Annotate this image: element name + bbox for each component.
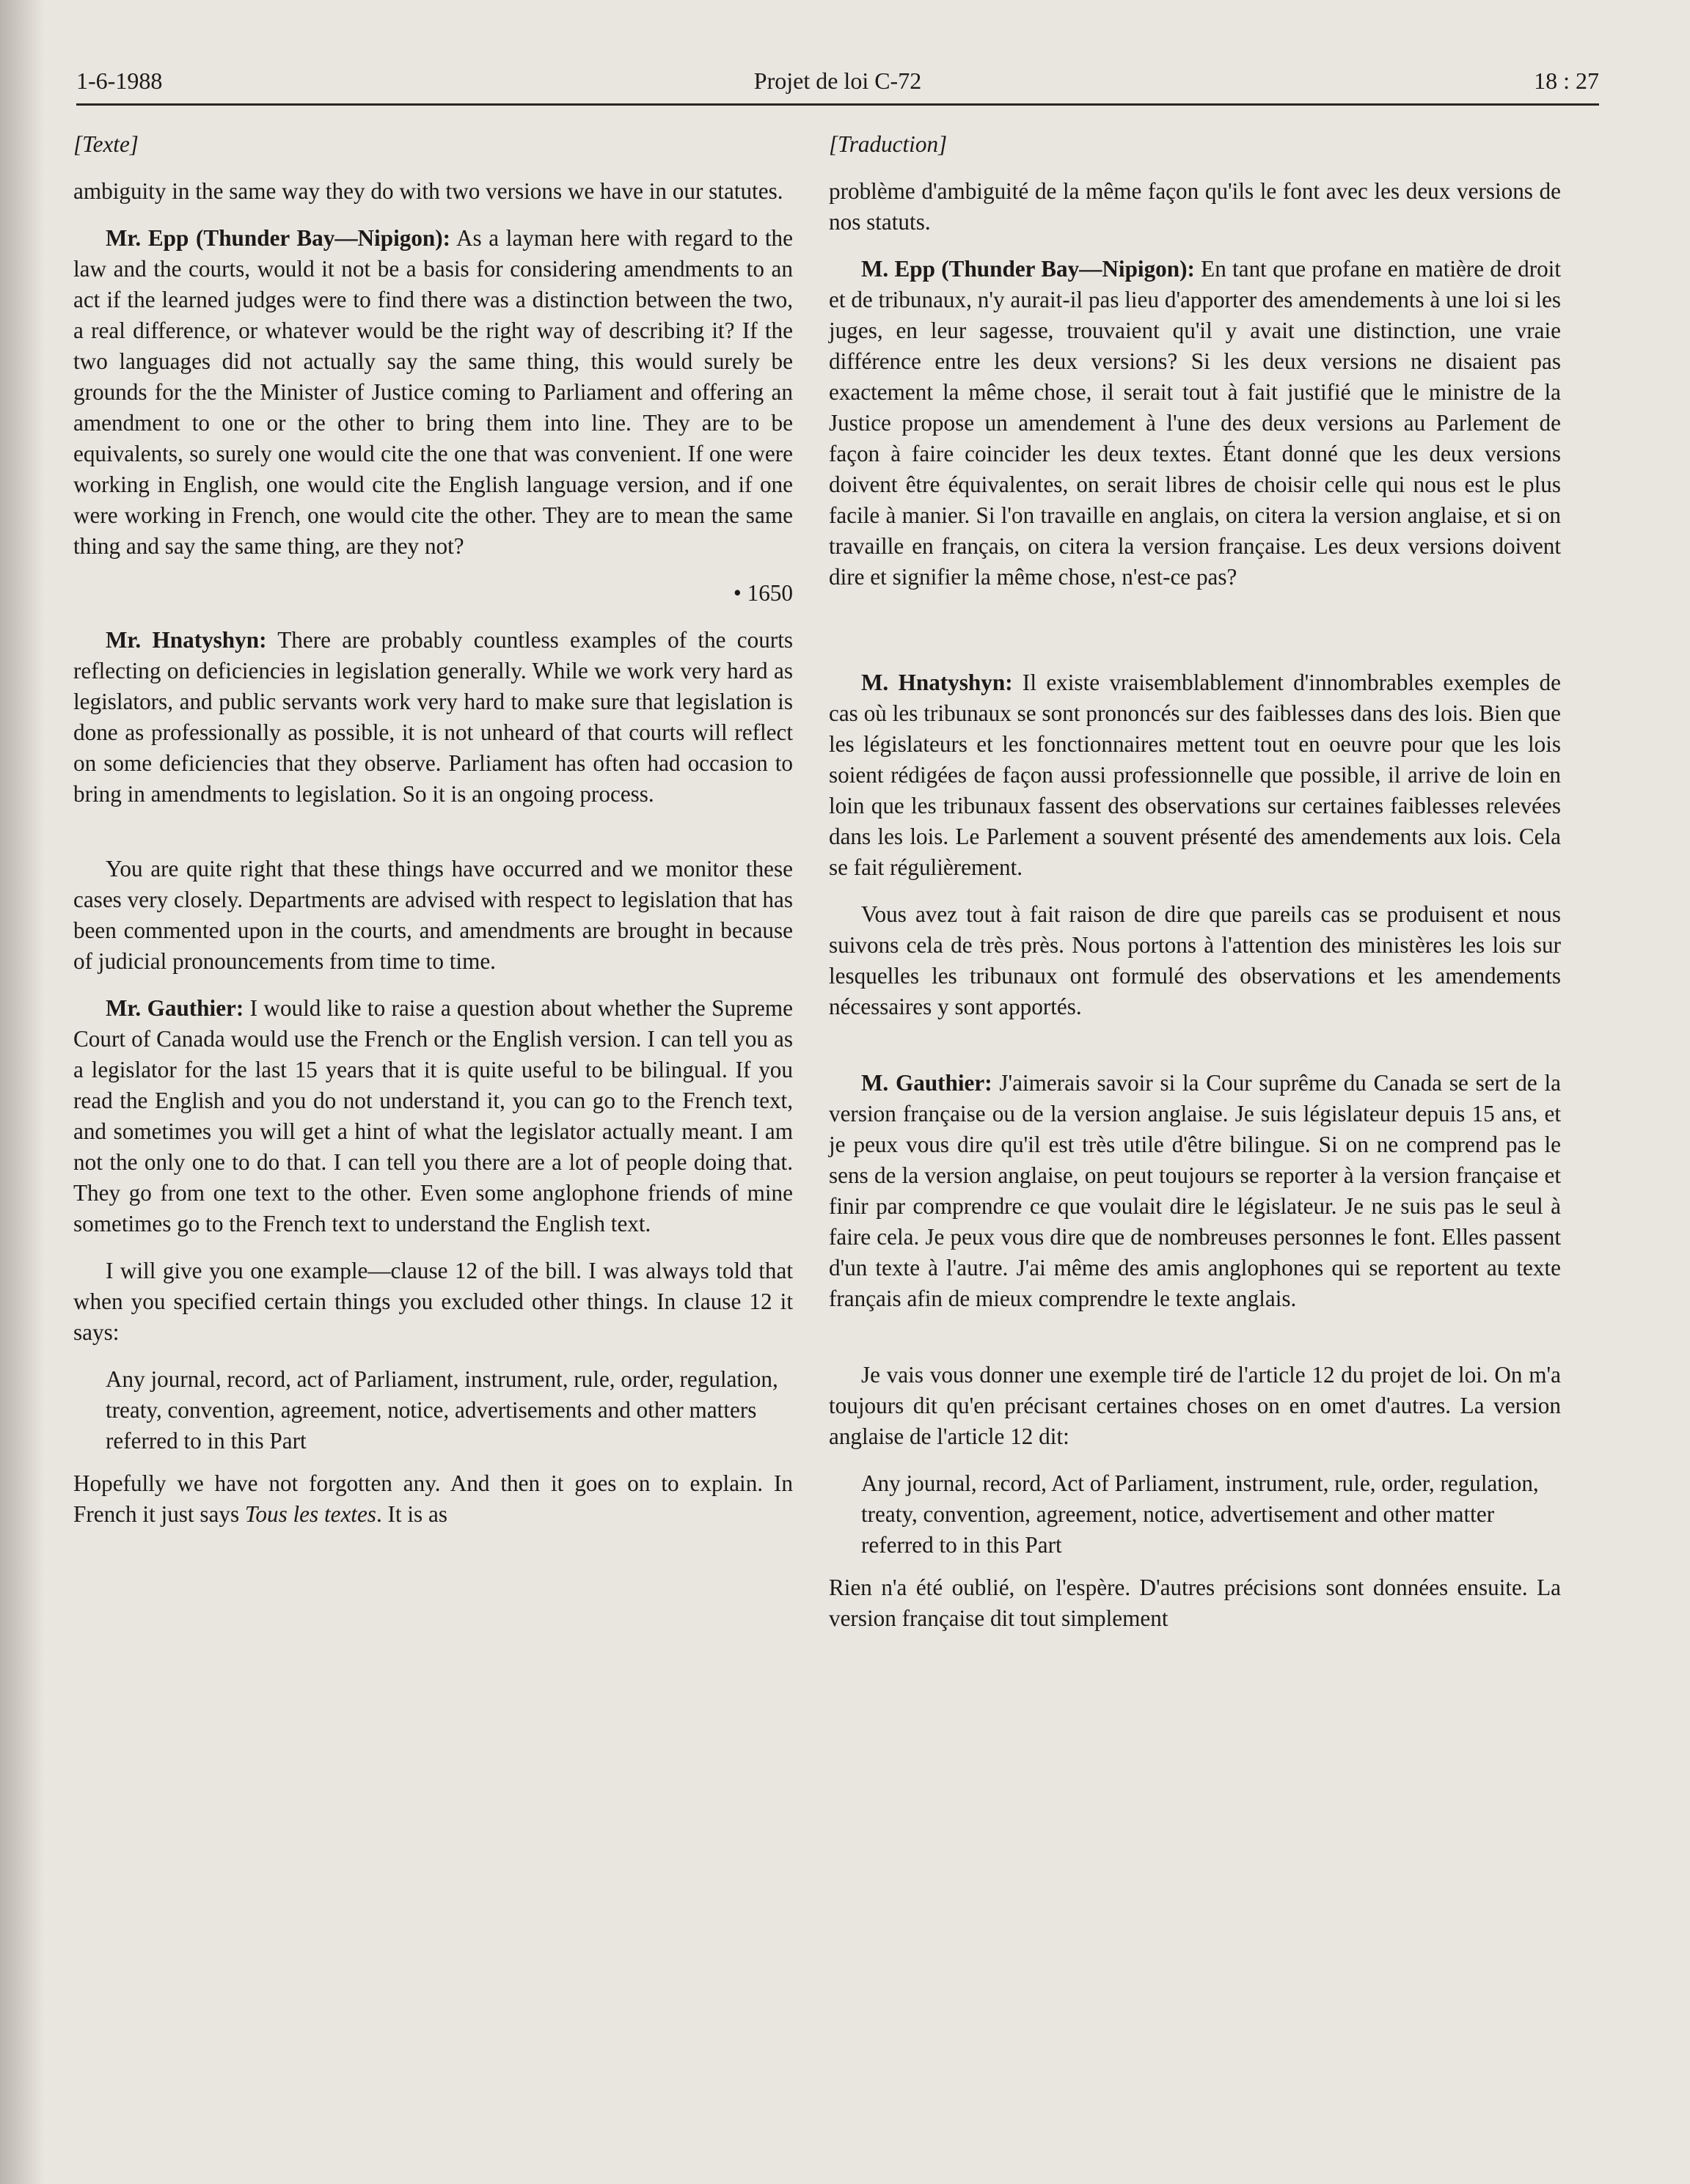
- italic-text: Tous les textes: [244, 1501, 376, 1527]
- paragraph-hnatyshyn: [73, 625, 793, 810]
- paragraph: Vous avez tout à fait raison de dire que pareils cas se produisent et nous suivons cela de très près. Nous portons à l'attention des ministères les lois sur lesquelles les tribunaux ont formulé des observations et les amendements nécessaires y sont apportés.: [829, 901, 1561, 1019]
- paragraph-text: En tant que profane en matière de droit et de tribunaux, n'y aurait-il pas lieu d'apporter des amendements à une loi si les juges, en leur sagesse, trouvaient qu'il y avait une distinction, une vraie différence entre les deux versions? Si les deux versions ne disaient pas exactement la même chose, il serait tout à fait justifié que le ministre de la Justice propose un amendement à l'une des deux versions au Parlement de façon à faire coincider les deux textes. Étant donné que les deux versions doivent être équivalentes, on serait libres de choisir celle qui nous est le plus facile à manier. Si l'on travaille en anglais, on citera la version anglaise, et si on travaille en français, on citera la version française. Les deux versions doivent dire et signifier la même chose, n'est-ce pas?: [829, 256, 1561, 590]
- paragraph-text: Hopefully we have not forgotten any. And then it goes on to explain. In French it just says: [73, 1470, 793, 1527]
- french-column: [829, 129, 1561, 1650]
- paragraph: ambiguity in the same way they do with two versions we have in our statutes.: [73, 178, 783, 204]
- paragraph-gauthier: [829, 1068, 1561, 1314]
- speaker-name: Mr. Epp (Thunder Bay—Nipigon):: [106, 225, 451, 251]
- paragraph: problème d'ambiguité de la même façon qu'ils le font avec les deux versions de nos statuts.: [829, 178, 1561, 235]
- speaker-name: M. Hnatyshyn:: [861, 670, 1013, 695]
- speaker-name: M. Gauthier:: [861, 1070, 992, 1096]
- paragraph: Je vais vous donner une exemple tiré de l'article 12 du projet de loi. On m'a toujours dit qu'en précisant certaines choses on en omet d'autres. La version anglaise de l'article 12 dit:: [829, 1362, 1561, 1449]
- page-binding-shadow: [0, 0, 44, 2184]
- paragraph-hnatyshyn: [829, 667, 1561, 883]
- paragraph-epp: [829, 254, 1561, 593]
- paragraph-text: . It is as: [376, 1501, 447, 1527]
- paragraph: I will give you one example—clause 12 of the bill. I was always told that when you specified certain things you excluded other things. In clause 12 it says:: [73, 1258, 793, 1345]
- paragraph-text: J'aimerais savoir si la Cour suprême du Canada se sert de la version française ou de la version anglaise. Je suis législateur depuis 15 ans, et je peux vous dire qu'il est très utile d'être bilingue. Si on ne comprend pas le sens de la version anglaise, on peut toujours se reporter à la version française et finir par comprendre ce que voulait dire le législateur. Je ne suis pas le seul à faire cela. Je peux vous dire que de nombreuses personnes le font. Elles passent d'un texte à l'autre. J'ai même des amis anglophones qui se reportent au texte français afin de mieux comprendre le texte anglais.: [829, 1070, 1562, 1311]
- header-title: Projet de loi C-72: [753, 67, 922, 94]
- time-marker: • 1650: [733, 580, 793, 606]
- paragraph: [73, 1468, 793, 1530]
- column-tag: [Texte]: [73, 131, 139, 157]
- paragraph-text: I would like to raise a question about whether the Supreme Court of Canada would use the French or the English version. I can tell you as a legislator for the last 15 years that it is quite useful to be bilingual. If you read the English and you do not understand it, you can go to the French text, and sometimes you will get a hint of what the legislator actually meant. I am not the only one to do that. I can tell you there are a lot of people doing that. They go from one text to the other. Even some anglophone friends of mine sometimes go to the French text to understand the English text.: [73, 995, 793, 1236]
- paragraph-gauthier: [73, 993, 793, 1239]
- paragraph-text: Il existe vraisemblablement d'innombrables exemples de cas où les tribunaux se sont prononcés sur des faiblesses dans des lois. Bien que les législateurs et les fonctionnaires mettent tout en oeuvre pour que les lois soient rédigées de façon aussi professionnelle que possible, il arrive de loin en loin que les tribunaux fassent des observations sur certaines faiblesses relevées dans les lois. Le Parlement a souvent présenté des amendements aux lois. Cela se fait régulièrement.: [829, 670, 1561, 880]
- page-header: [76, 67, 1599, 109]
- speaker-name: Mr. Hnatyshyn:: [106, 627, 267, 653]
- block-quote: Any journal, record, act of Parliament, instrument, rule, order, regulation, treaty, convention, agreement, notice, advertisements and other matters referred to in this Part: [106, 1366, 778, 1454]
- english-column: [73, 129, 793, 1546]
- paragraph: Rien n'a été oublié, on l'espère. D'autres précisions sont données ensuite. La version française dit tout simplement: [829, 1575, 1561, 1631]
- speaker-name: Mr. Gauthier:: [106, 995, 244, 1021]
- block-quote: Any journal, record, Act of Parliament, instrument, rule, order, regulation, treaty, convention, agreement, notice, advertisement and other matter referred to in this Part: [861, 1470, 1539, 1558]
- header-date: 1-6-1988: [76, 67, 163, 94]
- paragraph-text: There are probably countless examples of the courts reflecting on deficiencies in legislation generally. While we work very hard as legislators, and public servants work very hard to make sure that legislation is done as professionally as possible, it is not unheard of that courts will reflect on some deficiencies that they observe. Parliament has often had occasion to bring in amendments to legislation. So it is an ongoing process.: [73, 627, 793, 807]
- header-page-number: 18 : 27: [1534, 67, 1599, 94]
- header-rule: [76, 103, 1599, 106]
- column-tag: [Traduction]: [829, 131, 948, 157]
- speaker-name: M. Epp (Thunder Bay—Nipigon):: [861, 256, 1195, 282]
- paragraph-text: As a layman here with regard to the law and the courts, would it not be a basis for considering amendments to an act if the learned judges were to find there was a distinction between the two, a real difference, or whatever would be the right way of describing it? If the two languages did not actually say the same thing, this would surely be grounds for the the Minister of Justice coming to Parliament and offering an amendment to one or the other to bring them into line. They are to be equivalents, so surely one would cite the one that was convenient. If one were working in English, one would cite the English language version, and if one were working in French, one would cite the other. They are to mean the same thing and say the same thing, are they not?: [73, 225, 793, 559]
- paragraph-epp: [73, 223, 793, 562]
- paragraph: You are quite right that these things have occurred and we monitor these cases very closely. Departments are advised with respect to legislation that has been commented upon in the courts, and amendments are brought in because of judicial pronouncements from time to time.: [73, 856, 793, 974]
